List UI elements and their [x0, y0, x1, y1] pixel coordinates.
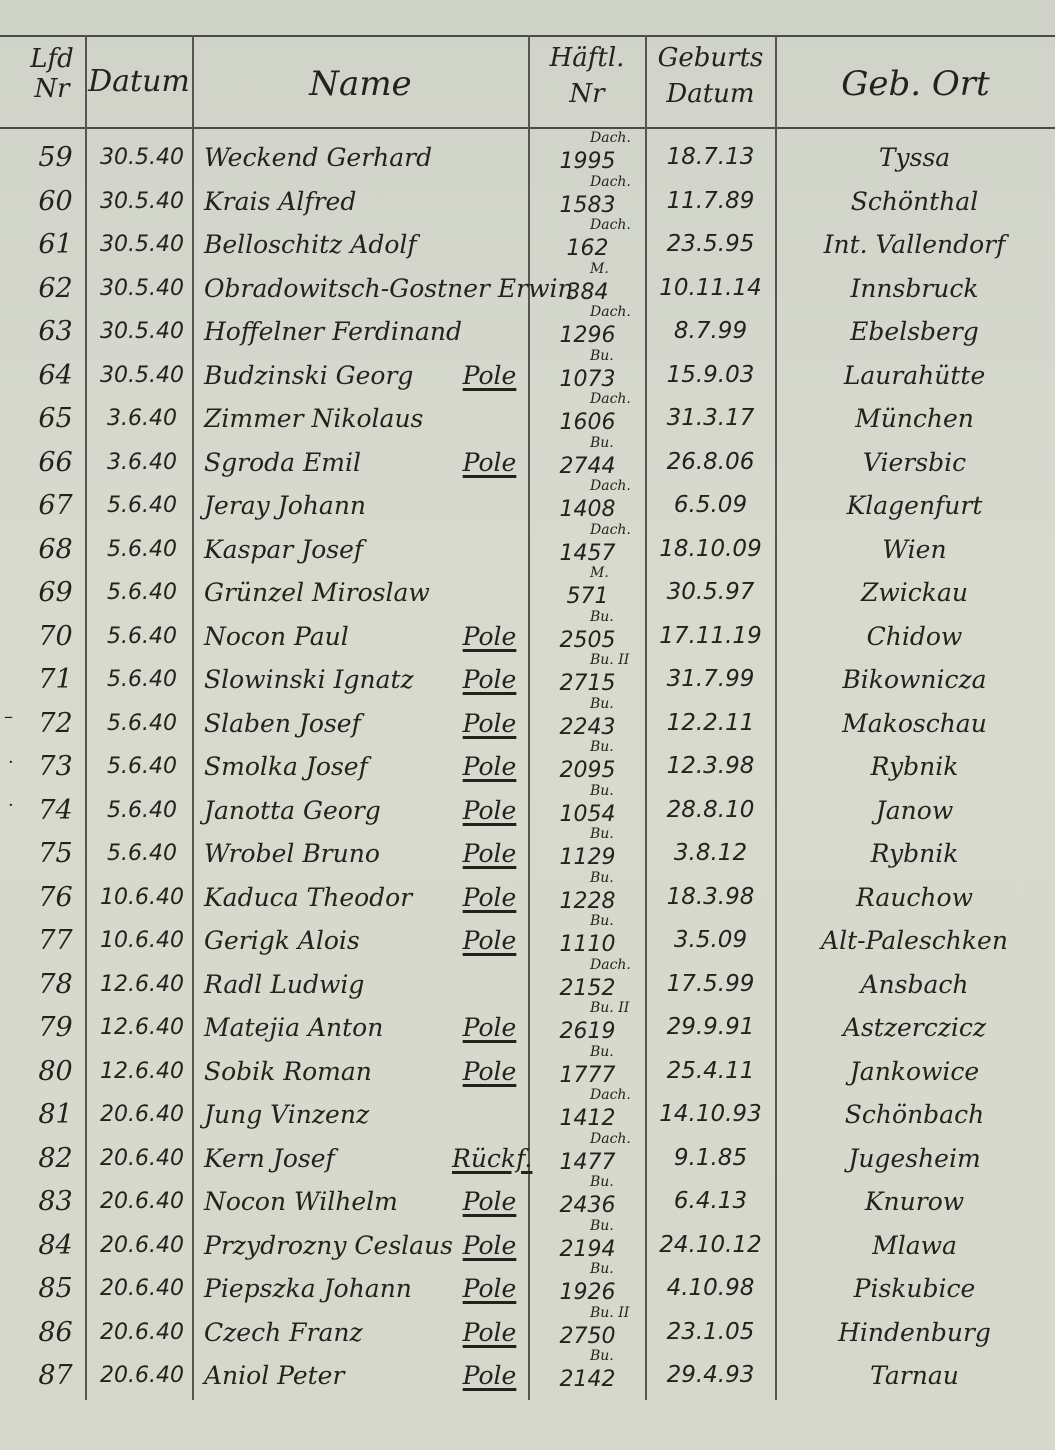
entry-number: 66: [38, 446, 73, 478]
nationality-note: [452, 180, 527, 223]
prisoner-name: Janotta Georg: [204, 795, 381, 825]
entry-date: 5.6.40: [107, 667, 177, 692]
prisoner-number: 2750: [559, 1323, 616, 1349]
birth-date: 29.9.91: [666, 1014, 755, 1040]
nationality-note: Pole: [462, 1274, 517, 1303]
prisoner-name: Kern Josef: [204, 1143, 335, 1173]
birth-place: Piskubice: [853, 1274, 976, 1303]
prisoner-category: Bu. II: [590, 1000, 630, 1016]
prisoner-number: 1583: [559, 192, 616, 218]
birth-date: 28.8.10: [666, 796, 755, 823]
entry-number: 76: [38, 881, 73, 913]
margin-tick-mark: ·: [8, 795, 14, 816]
birth-date: 25.4.11: [666, 1057, 755, 1084]
birth-date: 10.11.14: [659, 274, 762, 301]
nationality-note: Rückf.: [452, 1143, 533, 1173]
birth-place: Alt-Paleschken: [821, 926, 1008, 955]
birth-place: Schönthal: [850, 186, 979, 216]
entry-number: 70: [38, 620, 73, 652]
header-birth-date: [646, 40, 775, 112]
nationality-note: Pole: [462, 1230, 517, 1260]
prisoner-category: Bu.: [590, 1217, 614, 1234]
prisoner-category: Dach.: [590, 1087, 631, 1103]
prisoner-category: Bu.: [590, 608, 614, 625]
entry-date: 3.6.40: [107, 406, 177, 431]
birth-date: 8.7.99: [673, 318, 748, 344]
entry-date: 12.6.40: [100, 1015, 184, 1040]
entry-number: 72: [38, 707, 73, 739]
birth-date: 26.8.06: [666, 448, 755, 475]
prisoner-number: 1129: [559, 845, 616, 870]
prisoner-number: 2436: [559, 1193, 616, 1218]
prisoner-number: 571: [566, 584, 609, 609]
prisoner-name: Weckend Gerhard: [204, 143, 433, 172]
birth-date: 3.8.12: [673, 840, 748, 866]
birth-place: Int. Vallendorf: [823, 230, 1006, 259]
prisoner-category: Dach.: [590, 1130, 631, 1147]
birth-place: Schönbach: [844, 1100, 985, 1129]
entry-number: 87: [38, 1360, 73, 1391]
birth-date: 18.3.98: [666, 883, 755, 910]
register-row: [0, 391, 1055, 440]
prisoner-category: Dach.: [590, 173, 631, 190]
birth-place: München: [855, 404, 974, 433]
prisoner-number: 1457: [559, 540, 616, 566]
prisoner-name: Slowinski Ignatz: [204, 665, 414, 694]
nationality-note: [452, 571, 527, 614]
entry-number: 73: [38, 751, 73, 782]
prisoner-category: Bu.: [590, 913, 614, 929]
birth-date: 6.4.13: [673, 1188, 748, 1214]
header-prisoner-line1: Häftl.: [549, 43, 625, 73]
prisoner-number: 2152: [559, 975, 616, 1001]
register-row: [0, 565, 1055, 614]
entry-number: 64: [38, 359, 73, 391]
prisoner-name: Wrobel Bruno: [204, 839, 380, 868]
nationality-note: [452, 267, 527, 310]
entry-date: 30.5.40: [100, 275, 184, 301]
header-name: [193, 66, 528, 102]
register-row: [0, 478, 1055, 527]
nationality-note: Pole: [462, 1056, 517, 1086]
prisoner-number: 1228: [559, 888, 616, 914]
entry-number: 67: [38, 490, 73, 521]
birth-place: Ansbach: [860, 969, 969, 999]
register-row: [0, 1130, 1055, 1180]
entry-number: 60: [38, 185, 73, 217]
register-row: [0, 1217, 1055, 1267]
entry-date: 30.5.40: [100, 232, 184, 257]
register-row: [0, 173, 1055, 223]
prisoner-category: Bu.: [590, 869, 614, 886]
entry-number: 68: [38, 533, 73, 565]
entry-number: 80: [38, 1055, 73, 1087]
entry-date: 5.6.40: [107, 797, 177, 823]
prisoner-category: Bu.: [590, 1348, 614, 1364]
prisoner-name: Piepszka Johann: [204, 1274, 412, 1303]
nationality-note: [452, 484, 527, 527]
entry-date: 12.6.40: [100, 1058, 184, 1084]
prisoner-name: Aniol Peter: [204, 1361, 345, 1390]
prisoner-name: Budzinski Georg: [204, 360, 414, 390]
entry-date: 5.6.40: [107, 580, 177, 605]
entry-date: 20.6.40: [100, 1276, 184, 1301]
entry-number: 81: [38, 1099, 73, 1130]
birth-date: 24.10.12: [659, 1231, 762, 1258]
entry-date: 5.6.40: [107, 754, 177, 779]
prisoner-number: 1477: [559, 1149, 616, 1175]
register-row: [0, 782, 1055, 832]
prisoner-number: 2619: [559, 1019, 616, 1044]
prisoner-name: Grünzel Miroslaw: [204, 578, 430, 607]
register-row: [0, 1304, 1055, 1354]
prisoner-category: Bu. II: [590, 1304, 630, 1321]
prisoner-category: Bu.: [590, 739, 614, 755]
prisoner-name: Gerigk Alois: [204, 926, 360, 955]
register-row: [0, 739, 1055, 788]
prisoner-number: 1296: [559, 323, 616, 348]
prisoner-name: Smolka Josef: [204, 752, 368, 781]
register-row: [0, 1348, 1055, 1397]
entry-date: 20.6.40: [100, 1145, 184, 1171]
prisoner-number: 162: [566, 236, 609, 261]
entry-date: 5.6.40: [107, 536, 177, 562]
entry-number: 61: [38, 229, 73, 260]
register-row: [0, 608, 1055, 658]
nationality-note: Pole: [462, 926, 517, 955]
register-row: [0, 130, 1055, 179]
prisoner-name: Nocon Paul: [204, 621, 349, 651]
birth-date: 12.2.11: [666, 709, 755, 736]
nationality-note: [452, 963, 527, 1006]
birth-place: Laurahütte: [843, 360, 986, 390]
prisoner-name: Nocon Wilhelm: [204, 1187, 398, 1216]
header-birth-line1: Geburts: [657, 43, 764, 73]
register-row: [0, 695, 1055, 745]
prisoner-number: 2095: [559, 758, 616, 783]
entry-number: 75: [38, 838, 73, 869]
entry-number: 79: [38, 1012, 73, 1043]
birth-date: 29.4.93: [666, 1362, 755, 1388]
birth-date: 23.1.05: [666, 1318, 755, 1345]
prisoner-number: 1073: [559, 366, 616, 392]
prisoner-category: Bu.: [590, 1043, 614, 1060]
entry-number: 84: [38, 1229, 73, 1261]
prisoner-number: 2744: [559, 453, 616, 479]
birth-place: Tarnau: [870, 1361, 959, 1390]
birth-place: Bikownicza: [842, 665, 987, 694]
register-row: [0, 913, 1055, 962]
header-date-label: Datum: [88, 64, 190, 99]
birth-place: Hindenburg: [838, 1317, 991, 1347]
register-row: [0, 347, 1055, 397]
prisoner-number: 2505: [559, 627, 616, 653]
birth-place: Janow: [875, 795, 954, 825]
margin-tick-mark: ·: [8, 752, 14, 773]
birth-place: Ebelsberg: [850, 317, 979, 346]
birth-date: 30.5.97: [666, 579, 755, 605]
header-prisoner-line2: Nr: [569, 79, 605, 109]
birth-date: 15.9.03: [666, 361, 755, 388]
entry-number: 69: [38, 577, 73, 608]
entry-date: 30.5.40: [100, 319, 184, 344]
entry-date: 10.6.40: [100, 928, 184, 953]
nationality-note: Pole: [462, 839, 517, 868]
prisoner-name: Jeray Johann: [204, 491, 367, 520]
entry-number: 71: [38, 664, 73, 695]
nationality-note: Pole: [462, 665, 517, 694]
register-row: [0, 1087, 1055, 1136]
nationality-note: Pole: [462, 1317, 517, 1347]
birth-place: Viersbic: [862, 447, 967, 477]
prisoner-number: 1995: [559, 149, 616, 174]
entry-number: 83: [38, 1186, 73, 1217]
prisoner-name: Kaspar Josef: [204, 534, 364, 564]
header-birth-place: [776, 66, 1055, 102]
prisoner-name: Przydrozny Ceslaus: [204, 1230, 453, 1260]
prisoner-number: 2243: [559, 714, 616, 740]
nationality-note: Pole: [462, 1361, 517, 1390]
prisoner-category: Bu.: [590, 434, 614, 451]
register-row: [0, 826, 1055, 875]
prisoner-number: 2715: [559, 671, 616, 696]
birth-date: 18.10.09: [659, 535, 762, 562]
entry-number: 65: [38, 403, 73, 434]
prisoner-name: Matejia Anton: [204, 1013, 384, 1042]
nationality-note: Pole: [462, 882, 517, 912]
birth-date: 11.7.89: [666, 187, 755, 214]
entry-number: 82: [38, 1142, 73, 1174]
birth-date: 31.7.99: [666, 666, 755, 692]
entry-date: 12.6.40: [100, 971, 184, 997]
nationality-note: Pole: [462, 360, 517, 390]
birth-date: 9.1.85: [673, 1144, 748, 1171]
birth-place: Knurow: [864, 1187, 965, 1216]
entry-date: 30.5.40: [100, 362, 184, 388]
header-prisoner-nr: [529, 40, 645, 112]
nationality-note: Pole: [462, 1187, 517, 1216]
birth-date: 14.10.93: [659, 1101, 762, 1127]
entry-date: 20.6.40: [100, 1232, 184, 1258]
prisoner-name: Jung Vinzenz: [204, 1100, 370, 1129]
birth-place: Jugesheim: [848, 1143, 981, 1173]
nationality-note: Pole: [462, 1013, 517, 1042]
register-row: [0, 1174, 1055, 1223]
entry-date: 20.6.40: [100, 1319, 184, 1345]
prisoner-name: Czech Franz: [204, 1317, 363, 1347]
prisoner-category: Dach.: [590, 478, 631, 494]
entry-number: 86: [38, 1316, 73, 1348]
birth-date: 17.5.99: [666, 970, 755, 997]
prisoner-category: Dach.: [590, 217, 631, 233]
birth-date: 23.5.95: [666, 231, 755, 257]
register-row: [0, 304, 1055, 353]
register-row: [0, 652, 1055, 701]
prisoner-category: Bu.: [590, 347, 614, 364]
nationality-note: Pole: [462, 447, 517, 477]
prisoner-number: 1054: [559, 801, 616, 827]
entry-date: 5.6.40: [107, 623, 177, 649]
birth-place: Astzerczicz: [842, 1013, 987, 1042]
prisoner-name: Krais Alfred: [204, 186, 357, 216]
entry-date: 10.6.40: [100, 884, 184, 910]
nationality-note: [452, 1093, 527, 1136]
register-row: [0, 1043, 1055, 1093]
prisoner-name: Sgroda Emil: [204, 447, 361, 477]
nationality-note: [452, 528, 527, 571]
birth-date: 31.3.17: [666, 405, 755, 431]
birth-place: Rybnik: [870, 839, 959, 868]
birth-place: Klagenfurt: [846, 491, 983, 520]
prisoner-name: Hoffelner Ferdinand: [204, 317, 462, 346]
nationality-note: [452, 136, 527, 179]
nationality-note: Pole: [462, 795, 517, 825]
prisoner-category: Bu.: [590, 1261, 614, 1277]
register-row: [0, 1000, 1055, 1049]
header-nr: [22, 44, 82, 104]
prisoner-category: Dach.: [590, 304, 631, 320]
birth-place: Zwickau: [861, 578, 968, 607]
prisoner-number: 1408: [559, 497, 616, 522]
nationality-note: [452, 397, 527, 440]
prisoner-category: M.: [590, 565, 609, 581]
prisoner-number: 1777: [559, 1062, 616, 1088]
prisoner-category: Dach.: [590, 521, 631, 538]
prisoner-category: Bu.: [590, 695, 614, 712]
margin-tick-mark: –: [4, 706, 13, 727]
prisoner-name: Radl Ludwig: [204, 969, 365, 999]
prisoner-category: Dach.: [590, 956, 631, 973]
entry-number: 85: [38, 1273, 73, 1304]
birth-date: 17.11.19: [659, 622, 762, 649]
birth-place: Chidow: [866, 621, 963, 651]
entry-date: 20.6.40: [100, 1363, 184, 1388]
prisoner-name: Sobik Roman: [204, 1056, 372, 1086]
prisoner-category: Bu.: [590, 782, 614, 799]
register-row: [0, 260, 1055, 310]
nationality-note: Pole: [462, 752, 517, 781]
header-nr-line2: Nr: [34, 74, 70, 104]
header-date: [86, 64, 192, 100]
birth-place: Rybnik: [870, 752, 959, 781]
entry-date: 5.6.40: [107, 493, 177, 518]
prisoner-number: 1926: [559, 1280, 616, 1305]
entry-date: 30.5.40: [100, 188, 184, 214]
nationality-note: Pole: [462, 621, 517, 651]
register-row: [0, 869, 1055, 919]
prisoner-category: Bu. II: [590, 652, 630, 668]
register-row: [0, 521, 1055, 571]
birth-place: Innsbruck: [850, 273, 979, 303]
birth-date: 12.3.98: [666, 753, 755, 779]
birth-date: 3.5.09: [673, 927, 748, 953]
header-name-label: Name: [309, 64, 412, 104]
birth-place: Makoschau: [842, 708, 987, 738]
prisoner-number: 2142: [559, 1367, 616, 1392]
birth-place: Rauchow: [856, 882, 973, 912]
nationality-note: [452, 310, 527, 353]
prisoner-number: 1412: [559, 1106, 616, 1131]
header-nr-line1: Lfd: [30, 44, 74, 74]
birth-place: Jankowice: [849, 1056, 980, 1086]
birth-date: 18.7.13: [666, 144, 755, 170]
birth-place: Wien: [882, 534, 947, 564]
prisoner-number: 2194: [559, 1236, 616, 1262]
entry-date: 20.6.40: [100, 1189, 184, 1214]
entry-date: 20.6.40: [100, 1102, 184, 1127]
register-row: [0, 1261, 1055, 1310]
birth-place: Tyssa: [878, 143, 951, 172]
prisoner-category: Dach.: [590, 391, 631, 407]
entry-number: 63: [38, 316, 73, 347]
nationality-note: [452, 223, 527, 266]
entry-number: 77: [38, 925, 73, 956]
prisoner-category: Bu.: [590, 1174, 614, 1190]
prisoner-category: M.: [590, 260, 609, 277]
entry-date: 5.6.40: [107, 841, 177, 866]
register-row: [0, 217, 1055, 266]
prisoner-name: Slaben Josef: [204, 708, 361, 738]
prisoner-name: Kaduca Theodor: [204, 882, 413, 912]
entry-date: 5.6.40: [107, 710, 177, 736]
prisoner-name: Zimmer Nikolaus: [204, 404, 424, 433]
entry-number: 74: [38, 794, 73, 826]
entry-number: 62: [38, 272, 73, 304]
entry-date: 3.6.40: [107, 449, 177, 475]
prisoner-name: Obradowitsch-Gostner Erwin: [204, 273, 574, 303]
prisoner-number: 1606: [559, 410, 616, 435]
entry-number: 78: [38, 968, 73, 1000]
header-birth-line2: Datum: [666, 79, 755, 109]
register-row: [0, 956, 1055, 1006]
entry-date: 30.5.40: [100, 145, 184, 170]
prisoner-number: 1110: [559, 932, 616, 957]
birth-date: 6.5.09: [673, 492, 748, 518]
nationality-note: Pole: [462, 708, 517, 738]
birth-date: 4.10.98: [666, 1275, 755, 1301]
birth-place: Mlawa: [872, 1230, 957, 1260]
entry-number: 59: [38, 142, 73, 173]
prisoner-category: Dach.: [590, 130, 631, 146]
prisoner-category: Bu.: [590, 826, 614, 842]
header-birth-place-label: Geb. Ort: [841, 64, 990, 104]
prisoner-name: Belloschitz Adolf: [204, 230, 417, 259]
register-row: [0, 434, 1055, 484]
prisoner-number: 384: [566, 279, 609, 305]
